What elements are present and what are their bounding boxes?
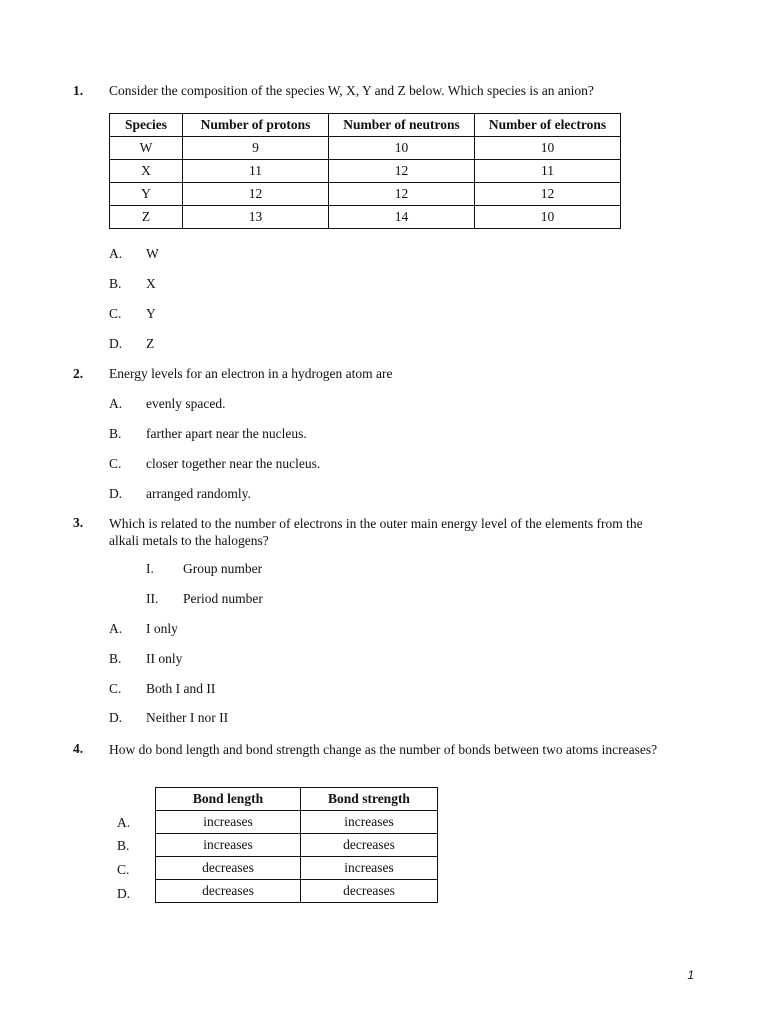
- option-text: W: [146, 246, 159, 261]
- table-cell: 10: [329, 137, 475, 160]
- option-text: I only: [146, 621, 178, 636]
- table-cell: decreases: [301, 834, 438, 857]
- option-letter: B.: [109, 651, 122, 666]
- option-text: evenly spaced.: [146, 396, 226, 411]
- table-cell: Y: [110, 183, 183, 206]
- option-text: II only: [146, 651, 183, 666]
- statement-numeral: II.: [146, 591, 159, 606]
- question-4-number: 4.: [73, 741, 84, 756]
- option-text: farther apart near the nucleus.: [146, 426, 307, 441]
- option-letter: B.: [117, 838, 130, 853]
- table-cell: 11: [475, 160, 621, 183]
- option-letter: C.: [109, 681, 122, 696]
- option-letter: A.: [117, 815, 131, 830]
- question-2-text: Energy levels for an electron in a hydrogen atom are: [109, 366, 393, 381]
- option-text: closer together near the nucleus.: [146, 456, 321, 471]
- table-cell: Z: [110, 206, 183, 229]
- table-row: [156, 834, 438, 857]
- option-text: X: [146, 276, 156, 291]
- option-letter: C.: [117, 862, 130, 877]
- table-cell: 10: [475, 206, 621, 229]
- table-header: Number of neutrons: [329, 114, 475, 137]
- table-cell: 9: [183, 137, 329, 160]
- option-text: Neither I nor II: [146, 710, 229, 725]
- table-row: [156, 811, 438, 834]
- statement-numeral: I.: [146, 561, 154, 576]
- option-letter: B.: [109, 426, 122, 441]
- question-4-text: How do bond length and bond strength change as the number of bonds between two atoms increases?: [109, 742, 658, 757]
- statement-text: Period number: [183, 591, 263, 606]
- option-letter: D.: [117, 886, 131, 901]
- question-1-table: [109, 113, 621, 229]
- option-text: arranged randomly.: [146, 486, 251, 501]
- table-cell: 11: [183, 160, 329, 183]
- table-row: [110, 137, 621, 160]
- table-cell: increases: [301, 811, 438, 834]
- table-cell: increases: [156, 811, 301, 834]
- option-letter: D.: [109, 710, 123, 725]
- question-4-table: [155, 787, 438, 903]
- table-cell: decreases: [156, 880, 301, 903]
- question-3-text: Which is related to the number of electrons in the outer main energy level of the elements from the alkali metals to the halogens?: [109, 516, 643, 548]
- option-text: Both I and II: [146, 681, 216, 696]
- table-header: Number of electrons: [475, 114, 621, 137]
- table-cell: 14: [329, 206, 475, 229]
- question-1-text: Consider the composition of the species W, X, Y and Z below. Which species is an anion?: [109, 83, 594, 98]
- question-2-number: 2.: [73, 366, 84, 381]
- table-row: [110, 160, 621, 183]
- table-cell: decreases: [301, 880, 438, 903]
- question-3-number: 3.: [73, 515, 84, 530]
- option-letter: A.: [109, 396, 123, 411]
- table-row: [110, 206, 621, 229]
- table-header-row: [156, 788, 438, 811]
- table-cell: increases: [156, 834, 301, 857]
- statement-text: Group number: [183, 561, 263, 576]
- table-cell: increases: [301, 857, 438, 880]
- table-header: Species: [110, 114, 183, 137]
- question-1-number: 1.: [73, 83, 84, 98]
- table-cell: 12: [329, 160, 475, 183]
- option-letter: A.: [109, 246, 123, 261]
- page-number: 1: [687, 968, 694, 982]
- option-text: Z: [146, 336, 155, 351]
- table-cell: 12: [329, 183, 475, 206]
- option-letter: D.: [109, 336, 123, 351]
- table-header: Bond strength: [301, 788, 438, 811]
- table-row: [156, 880, 438, 903]
- table-cell: W: [110, 137, 183, 160]
- option-letter: A.: [109, 621, 123, 636]
- table-cell: X: [110, 160, 183, 183]
- table-header-row: [110, 114, 621, 137]
- table-cell: 12: [475, 183, 621, 206]
- option-text: Y: [146, 306, 156, 321]
- option-letter: B.: [109, 276, 122, 291]
- table-cell: 10: [475, 137, 621, 160]
- option-letter: C.: [109, 456, 122, 471]
- table-cell: 13: [183, 206, 329, 229]
- table-cell: 12: [183, 183, 329, 206]
- option-letter: C.: [109, 306, 122, 321]
- table-header: Number of protons: [183, 114, 329, 137]
- table-row: [110, 183, 621, 206]
- table-row: [156, 857, 438, 880]
- option-letter: D.: [109, 486, 123, 501]
- table-header: Bond length: [156, 788, 301, 811]
- table-cell: decreases: [156, 857, 301, 880]
